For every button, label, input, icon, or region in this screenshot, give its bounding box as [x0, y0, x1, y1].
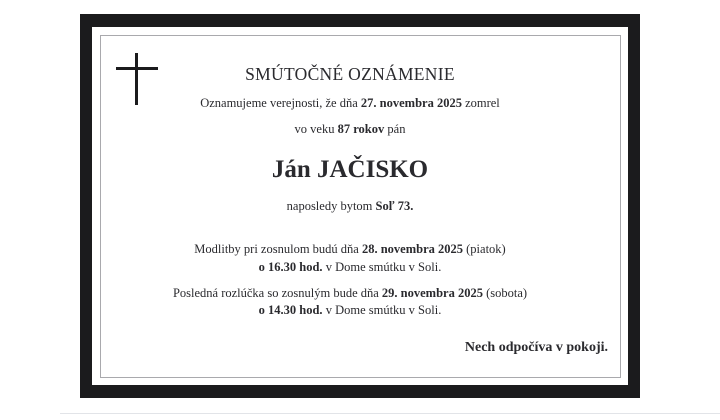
intro-line: Oznamujeme verejnosti, že dňa 27. novembra 2025 zomrel	[200, 96, 500, 110]
age-line: vo veku 87 rokov pán	[294, 122, 406, 136]
farewell-time-line: o 14.30 hod. v Dome smútku v Soli.	[258, 303, 442, 317]
prayers-line: Modlitby pri zosnulom budú dňa 28. novembra 2025 (piatok)	[194, 242, 506, 256]
scan-edge	[60, 413, 720, 414]
prayers-time-line: o 16.30 hod. v Dome smútku v Soli.	[258, 260, 442, 274]
deceased-name: Ján JAČISKO	[271, 156, 429, 183]
farewell-line: Posledná rozlúčka so zosnulým bude dňa 29. novembra 2025 (sobota)	[172, 286, 528, 300]
residence-line: naposledy bytom Soľ 73.	[286, 199, 414, 213]
closing-line: Nech odpočíva v pokoji.	[464, 340, 608, 355]
notice-title: SMÚTOČNÉ OZNÁMENIE	[245, 64, 455, 84]
